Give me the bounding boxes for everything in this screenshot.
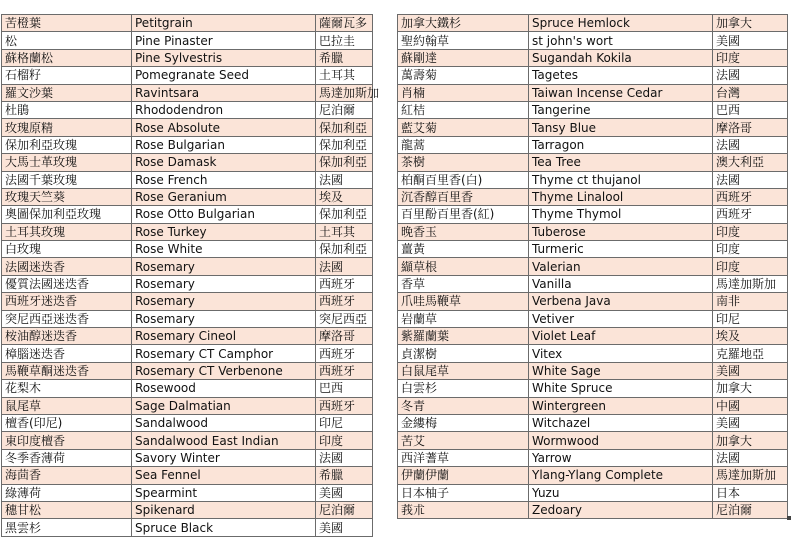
origin-cell: 西班牙 — [713, 188, 788, 205]
chinese-name-cell: 檀香(印尼) — [2, 414, 132, 431]
origin-cell: 法國 — [316, 449, 373, 466]
origin-cell: 希臘 — [316, 467, 373, 484]
origin-cell: 馬達加斯加 — [713, 275, 788, 292]
origin-cell: 法國 — [316, 258, 373, 275]
table-row — [398, 136, 788, 153]
origin-cell: 埃及 — [713, 328, 788, 345]
chinese-name-cell: 蘇剛達 — [398, 49, 529, 66]
table-row — [2, 84, 373, 101]
english-name-cell: Ravintsara — [132, 84, 316, 101]
table-row — [398, 154, 788, 171]
chinese-name-cell: 土耳其玫瑰 — [2, 223, 132, 240]
origin-cell: 美國 — [713, 362, 788, 379]
chinese-name-cell: 突尼西亞迷迭香 — [2, 310, 132, 327]
chinese-name-cell: 西洋蓍草 — [398, 449, 529, 466]
origin-cell: 土耳其 — [316, 223, 373, 240]
english-name-cell: Sandalwood East Indian — [132, 432, 316, 449]
english-name-cell: Sugandah Kokila — [529, 49, 713, 66]
english-name-cell: Vitex — [529, 345, 713, 362]
table-row — [2, 345, 373, 362]
origin-cell: 台灣 — [713, 84, 788, 101]
chinese-name-cell: 龍蒿 — [398, 136, 529, 153]
origin-cell: 印尼 — [713, 310, 788, 327]
origin-cell: 保加利亞 — [316, 136, 373, 153]
english-name-cell: Spearmint — [132, 484, 316, 501]
chinese-name-cell: 杜鵑 — [2, 101, 132, 118]
origin-cell: 西班牙 — [316, 397, 373, 414]
table-row — [398, 101, 788, 118]
chinese-name-cell: 白鼠尾草 — [398, 362, 529, 379]
table-row — [398, 84, 788, 101]
table-row — [398, 432, 788, 449]
english-name-cell: Violet Leaf — [529, 328, 713, 345]
english-name-cell: Sage Dalmatian — [132, 397, 316, 414]
chinese-name-cell: 白玫瑰 — [2, 241, 132, 258]
chinese-name-cell: 爪哇馬鞭草 — [398, 293, 529, 310]
chinese-name-cell: 松 — [2, 32, 132, 49]
origin-cell: 克羅地亞 — [713, 345, 788, 362]
table-row — [398, 15, 788, 32]
table-row — [2, 206, 373, 223]
table-row — [2, 101, 373, 118]
english-name-cell: Rosemary — [132, 310, 316, 327]
english-name-cell: Tangerine — [529, 101, 713, 118]
origin-cell: 印度 — [713, 258, 788, 275]
origin-cell: 尼泊爾 — [713, 501, 788, 518]
origin-cell: 突尼西亞 — [316, 310, 373, 327]
origin-cell: 巴西 — [713, 101, 788, 118]
chinese-name-cell: 萬壽菊 — [398, 67, 529, 84]
origin-cell: 南非 — [713, 293, 788, 310]
table-row — [398, 49, 788, 66]
table-row — [2, 519, 373, 536]
chinese-name-cell: 羅文沙葉 — [2, 84, 132, 101]
oil-table-right — [397, 14, 788, 519]
origin-cell: 巴西 — [316, 380, 373, 397]
chinese-name-cell: 冬青 — [398, 397, 529, 414]
english-name-cell: Rose Bulgarian — [132, 136, 316, 153]
english-name-cell: Rosewood — [132, 380, 316, 397]
origin-cell: 印度 — [316, 432, 373, 449]
chinese-name-cell: 蘇格蘭松 — [2, 49, 132, 66]
english-name-cell: Wintergreen — [529, 397, 713, 414]
oil-table-left — [1, 14, 380, 537]
english-name-cell: Rose White — [132, 241, 316, 258]
origin-cell: 印尼 — [316, 414, 373, 431]
chinese-name-cell: 聖約翰草 — [398, 32, 529, 49]
english-name-cell: Rosemary — [132, 275, 316, 292]
table-row — [2, 241, 373, 258]
chinese-name-cell: 莪朮 — [398, 501, 529, 518]
chinese-name-cell: 樟腦迷迭香 — [2, 345, 132, 362]
table-row — [398, 188, 788, 205]
origin-cell: 尼泊爾 — [316, 101, 373, 118]
chinese-name-cell: 苦橙葉 — [2, 15, 132, 32]
english-name-cell: Thyme Linalool — [529, 188, 713, 205]
english-name-cell: Rhododendron — [132, 101, 316, 118]
table-row — [398, 293, 788, 310]
origin-cell: 西班牙 — [713, 206, 788, 223]
table-row — [398, 362, 788, 379]
table-row — [398, 484, 788, 501]
table-row — [2, 67, 373, 84]
english-name-cell: Rose French — [132, 171, 316, 188]
english-name-cell: Wormwood — [529, 432, 713, 449]
table-row — [398, 223, 788, 240]
table-row — [398, 275, 788, 292]
table-row — [2, 275, 373, 292]
chinese-name-cell: 玫瑰天竺葵 — [2, 188, 132, 205]
english-name-cell: Thyme ct thujanol — [529, 171, 713, 188]
chinese-name-cell: 藍艾菊 — [398, 119, 529, 136]
english-name-cell: st john's wort — [529, 32, 713, 49]
origin-cell: 馬達加斯加 — [713, 467, 788, 484]
english-name-cell: Petitgrain — [132, 15, 316, 32]
english-name-cell: Spikenard — [132, 501, 316, 518]
origin-cell: 希臘 — [316, 49, 373, 66]
table-row — [2, 188, 373, 205]
origin-cell: 加拿大 — [713, 432, 788, 449]
table-row — [398, 380, 788, 397]
table-row — [2, 15, 373, 32]
english-name-cell: Tagetes — [529, 67, 713, 84]
chinese-name-cell: 苦艾 — [398, 432, 529, 449]
chinese-name-cell: 纈草根 — [398, 258, 529, 275]
origin-cell: 印度 — [713, 223, 788, 240]
origin-cell: 法國 — [713, 67, 788, 84]
table-row — [2, 432, 373, 449]
english-name-cell: Spruce Hemlock — [529, 15, 713, 32]
table-row — [398, 397, 788, 414]
origin-cell: 保加利亞 — [316, 119, 373, 136]
chinese-name-cell: 花梨木 — [2, 380, 132, 397]
table-row — [2, 484, 373, 501]
table-row — [398, 414, 788, 431]
english-name-cell: Tarragon — [529, 136, 713, 153]
origin-cell: 保加利亞 — [316, 241, 373, 258]
english-name-cell: Rose Damask — [132, 154, 316, 171]
english-name-cell: Thyme Thymol — [529, 206, 713, 223]
table-row — [398, 171, 788, 188]
table-row — [398, 258, 788, 275]
english-name-cell: Vanilla — [529, 275, 713, 292]
chinese-name-cell: 黑雲杉 — [2, 519, 132, 536]
origin-cell: 中國 — [713, 397, 788, 414]
origin-cell: 埃及 — [316, 188, 373, 205]
table-row — [398, 241, 788, 258]
table-row — [398, 501, 788, 518]
english-name-cell: White Spruce — [529, 380, 713, 397]
origin-cell: 加拿大 — [713, 380, 788, 397]
table-row — [398, 449, 788, 466]
table-row — [398, 32, 788, 49]
chinese-name-cell: 鼠尾草 — [2, 397, 132, 414]
english-name-cell: Pine Sylvestris — [132, 49, 316, 66]
english-name-cell: Rose Turkey — [132, 223, 316, 240]
origin-cell: 法國 — [713, 136, 788, 153]
chinese-name-cell: 東印度檀香 — [2, 432, 132, 449]
origin-cell: 西班牙 — [316, 293, 373, 310]
table-row — [2, 501, 373, 518]
english-name-cell: Verbena Java — [529, 293, 713, 310]
origin-cell: 日本 — [713, 484, 788, 501]
table-row — [2, 310, 373, 327]
chinese-name-cell: 伊蘭伊蘭 — [398, 467, 529, 484]
origin-cell: 西班牙 — [316, 345, 373, 362]
origin-cell: 馬達加斯加 — [316, 84, 373, 101]
table-row — [398, 467, 788, 484]
table-row — [2, 328, 373, 345]
chinese-name-cell: 晚香玉 — [398, 223, 529, 240]
origin-cell: 保加利亞 — [316, 154, 373, 171]
chinese-name-cell: 岩蘭草 — [398, 310, 529, 327]
table-row — [2, 293, 373, 310]
english-name-cell: Sea Fennel — [132, 467, 316, 484]
english-name-cell: Rose Absolute — [132, 119, 316, 136]
chinese-name-cell: 加拿大鐵杉 — [398, 15, 529, 32]
english-name-cell: White Sage — [529, 362, 713, 379]
chinese-name-cell: 法國千葉玫瑰 — [2, 171, 132, 188]
chinese-name-cell: 紫羅蘭葉 — [398, 328, 529, 345]
table-row — [2, 154, 373, 171]
chinese-name-cell: 冬季香薄荷 — [2, 449, 132, 466]
english-name-cell: Rose Geranium — [132, 188, 316, 205]
english-name-cell: Sandalwood — [132, 414, 316, 431]
table-row — [398, 206, 788, 223]
origin-cell: 西班牙 — [316, 362, 373, 379]
chinese-name-cell: 茶樹 — [398, 154, 529, 171]
chinese-name-cell: 保加利亞玫瑰 — [2, 136, 132, 153]
english-name-cell: Ylang-Ylang Complete — [529, 467, 713, 484]
english-name-cell: Rosemary CT Camphor — [132, 345, 316, 362]
chinese-name-cell: 馬鞭草酮迷迭香 — [2, 362, 132, 379]
table-row — [2, 414, 373, 431]
chinese-name-cell: 香草 — [398, 275, 529, 292]
table-row — [2, 380, 373, 397]
chinese-name-cell: 奧圖保加利亞玫瑰 — [2, 206, 132, 223]
origin-cell: 印度 — [713, 241, 788, 258]
english-name-cell: Tansy Blue — [529, 119, 713, 136]
chinese-name-cell: 日本柚子 — [398, 484, 529, 501]
origin-cell: 印度 — [713, 49, 788, 66]
table-row — [398, 67, 788, 84]
chinese-name-cell: 沉香醇百里香 — [398, 188, 529, 205]
english-name-cell: Valerian — [529, 258, 713, 275]
english-name-cell: Zedoary — [529, 501, 713, 518]
chinese-name-cell: 白雲杉 — [398, 380, 529, 397]
english-name-cell: Pine Pinaster — [132, 32, 316, 49]
chinese-name-cell: 薑黃 — [398, 241, 529, 258]
chinese-name-cell: 金縷梅 — [398, 414, 529, 431]
english-name-cell: Rosemary — [132, 293, 316, 310]
table-row — [2, 258, 373, 275]
english-name-cell: Rosemary Cineol — [132, 328, 316, 345]
table-row — [2, 136, 373, 153]
origin-cell: 美國 — [713, 32, 788, 49]
origin-cell: 法國 — [316, 171, 373, 188]
table-row — [2, 362, 373, 379]
table-row — [2, 171, 373, 188]
chinese-name-cell: 柏酮百里香(白) — [398, 171, 529, 188]
origin-cell: 加拿大 — [713, 15, 788, 32]
english-name-cell: Yarrow — [529, 449, 713, 466]
origin-cell: 尼泊爾 — [316, 501, 373, 518]
chinese-name-cell: 貞潔樹 — [398, 345, 529, 362]
table-row — [2, 119, 373, 136]
english-name-cell: Witchazel — [529, 414, 713, 431]
table-row — [398, 119, 788, 136]
table-row — [398, 345, 788, 362]
chinese-name-cell: 綠薄荷 — [2, 484, 132, 501]
english-name-cell: Rosemary CT Verbenone — [132, 362, 316, 379]
table-row — [2, 397, 373, 414]
origin-cell: 巴拉圭 — [316, 32, 373, 49]
origin-cell: 美國 — [316, 484, 373, 501]
chinese-name-cell: 大馬士革玫瑰 — [2, 154, 132, 171]
chinese-name-cell: 肖楠 — [398, 84, 529, 101]
chinese-name-cell: 石榴籽 — [2, 67, 132, 84]
chinese-name-cell: 穗甘松 — [2, 501, 132, 518]
english-name-cell: Rose Otto Bulgarian — [132, 206, 316, 223]
english-name-cell: Savory Winter — [132, 449, 316, 466]
chinese-name-cell: 紅桔 — [398, 101, 529, 118]
english-name-cell: Rosemary — [132, 258, 316, 275]
table-row — [2, 49, 373, 66]
table-row — [2, 32, 373, 49]
corner-mark — [787, 516, 791, 520]
english-name-cell: Taiwan Incense Cedar — [529, 84, 713, 101]
origin-cell: 法國 — [713, 171, 788, 188]
chinese-name-cell: 百里酚百里香(紅) — [398, 206, 529, 223]
table-row — [2, 467, 373, 484]
table-row — [2, 223, 373, 240]
table-row — [398, 310, 788, 327]
origin-cell: 法國 — [713, 449, 788, 466]
english-name-cell: Turmeric — [529, 241, 713, 258]
chinese-name-cell: 玫瑰原精 — [2, 119, 132, 136]
origin-cell: 西班牙 — [316, 275, 373, 292]
origin-cell: 摩洛哥 — [713, 119, 788, 136]
english-name-cell: Pomegranate Seed — [132, 67, 316, 84]
table-row — [398, 328, 788, 345]
origin-cell: 美國 — [713, 414, 788, 431]
origin-cell: 土耳其 — [316, 67, 373, 84]
table-row — [2, 449, 373, 466]
english-name-cell: Tea Tree — [529, 154, 713, 171]
origin-cell: 澳大利亞 — [713, 154, 788, 171]
english-name-cell: Tuberose — [529, 223, 713, 240]
origin-cell: 保加利亞 — [316, 206, 373, 223]
origin-cell: 美國 — [316, 519, 373, 536]
origin-cell: 薩爾瓦多 — [316, 15, 373, 32]
english-name-cell: Vetiver — [529, 310, 713, 327]
english-name-cell: Spruce Black — [132, 519, 316, 536]
chinese-name-cell: 優質法國迷迭香 — [2, 275, 132, 292]
chinese-name-cell: 海茴香 — [2, 467, 132, 484]
origin-cell: 摩洛哥 — [316, 328, 373, 345]
english-name-cell: Yuzu — [529, 484, 713, 501]
chinese-name-cell: 西班牙迷迭香 — [2, 293, 132, 310]
chinese-name-cell: 桉油醇迷迭香 — [2, 328, 132, 345]
chinese-name-cell: 法國迷迭香 — [2, 258, 132, 275]
